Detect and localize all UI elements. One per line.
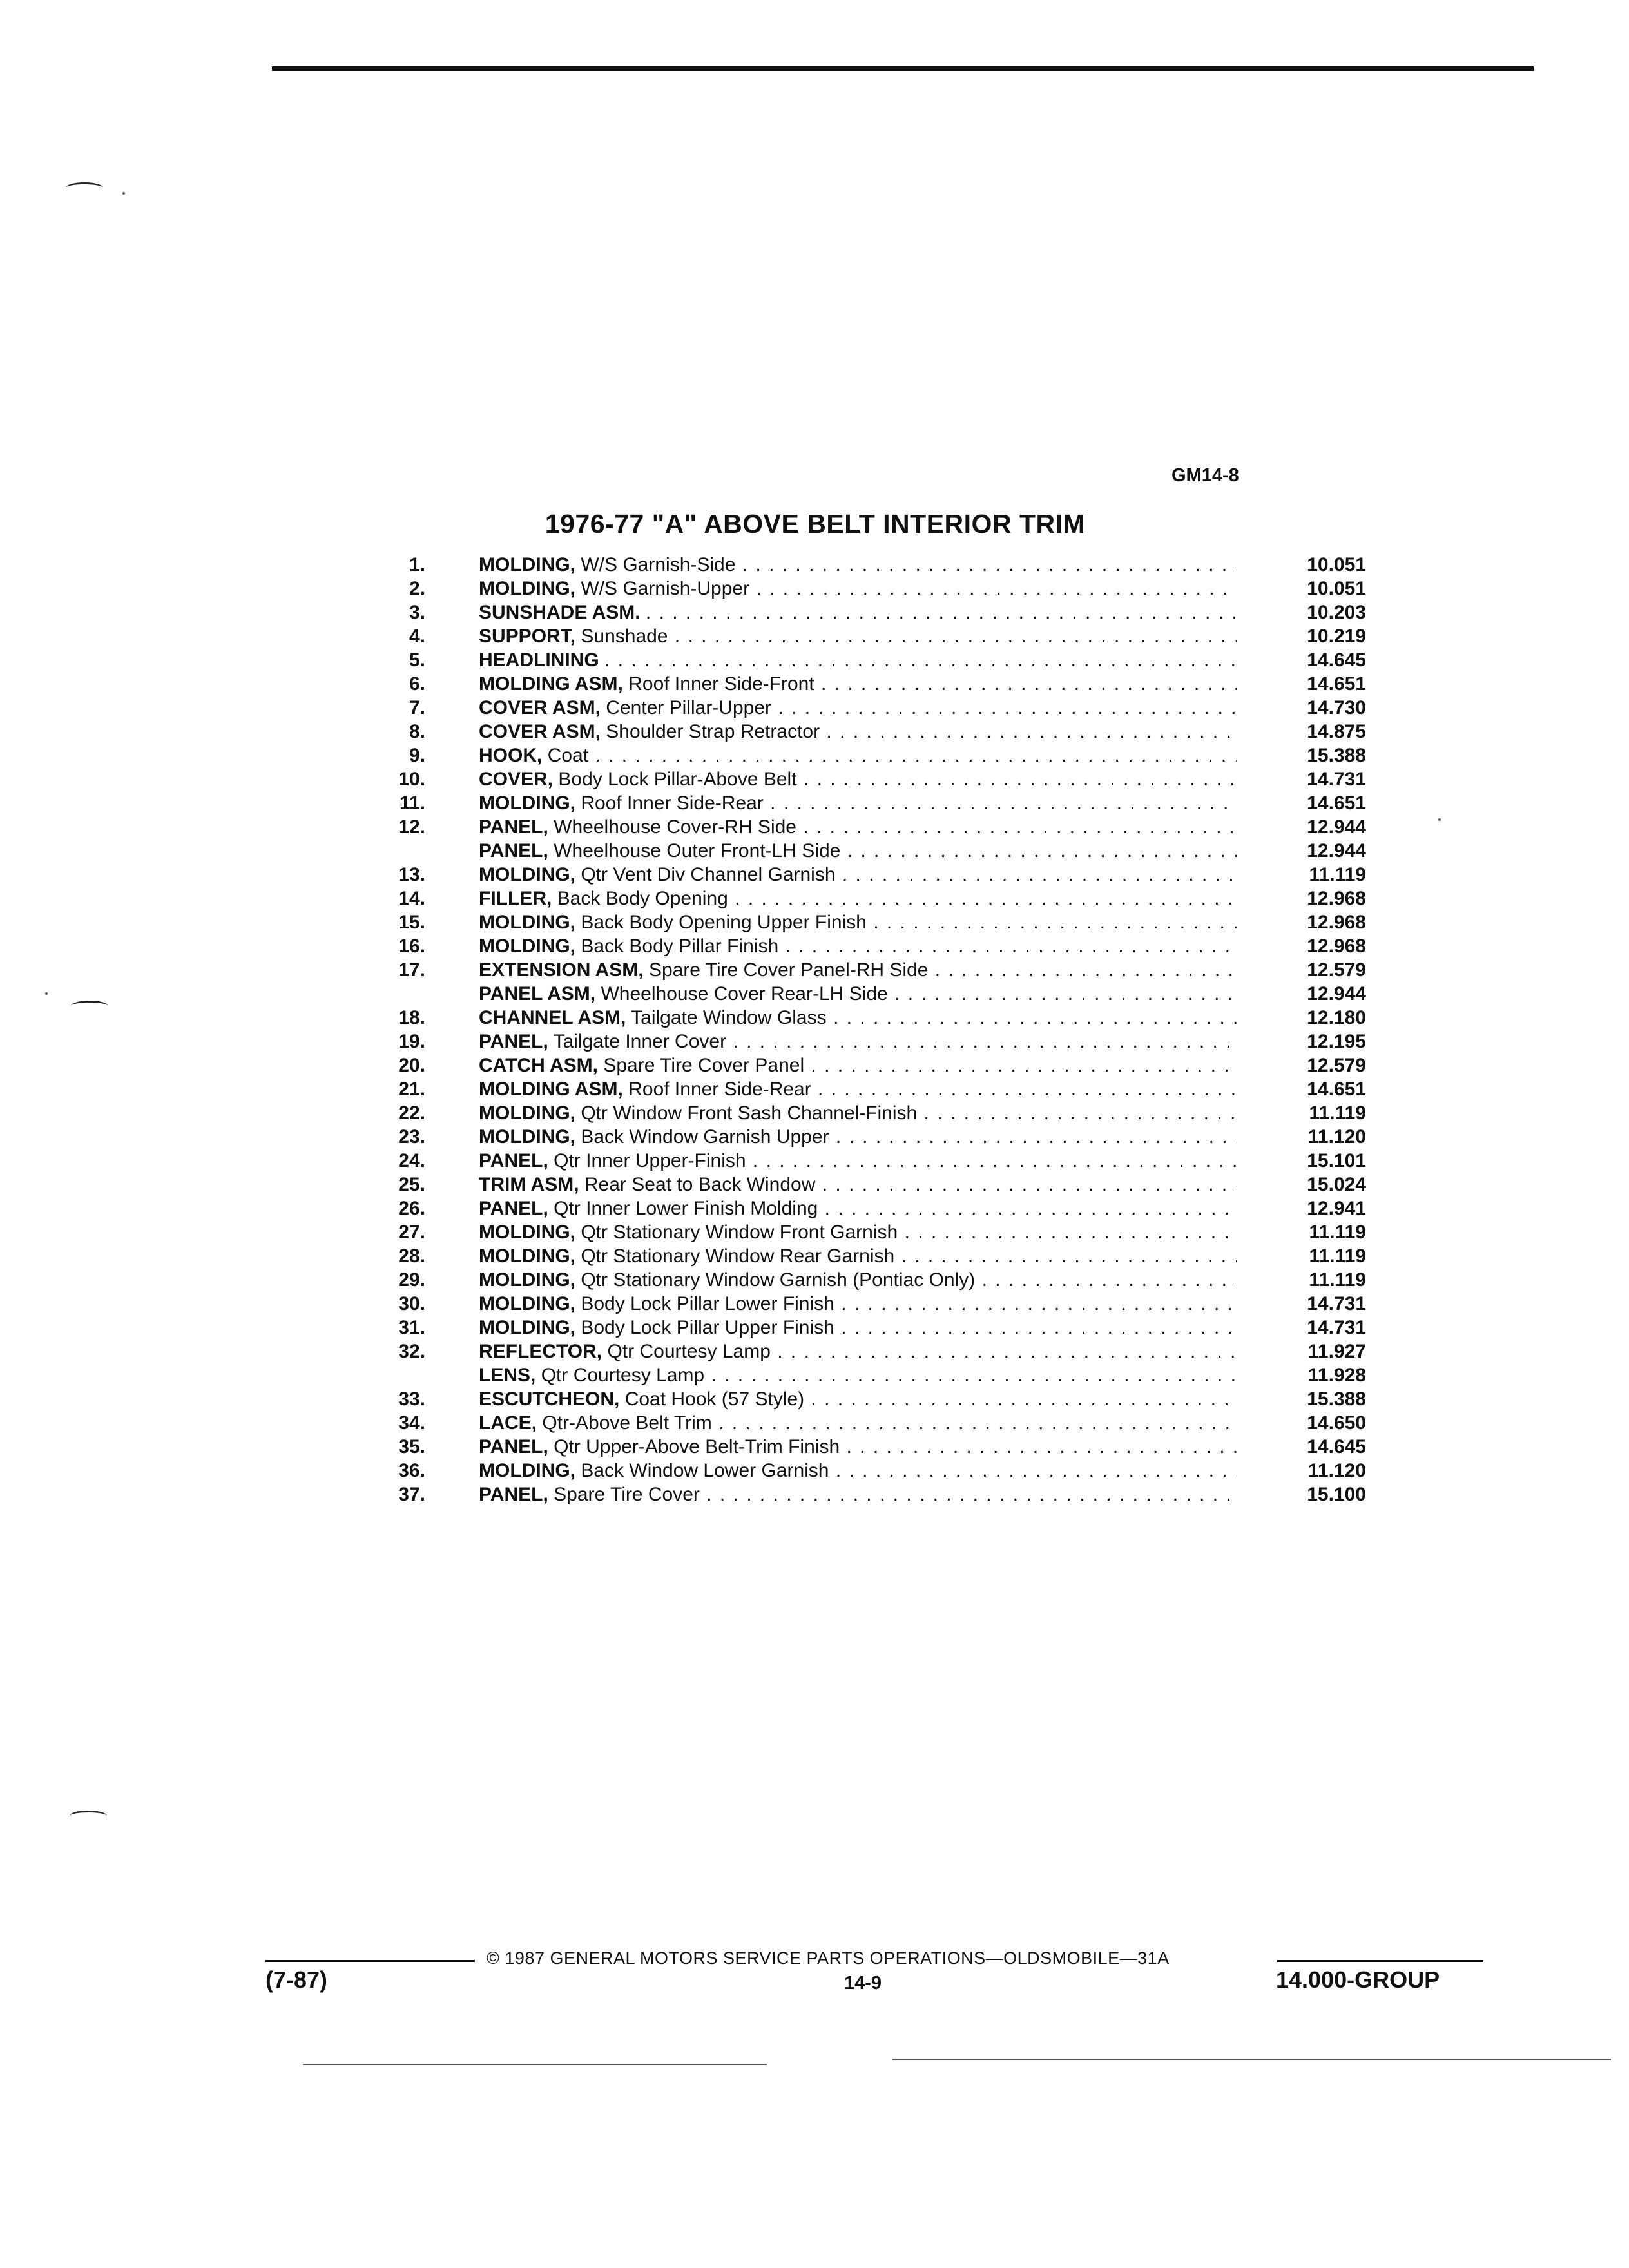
item-name: MOLDING, [479, 936, 575, 957]
item-name: MOLDING, [479, 1126, 575, 1148]
item-number: 33. [398, 1389, 425, 1410]
list-item [361, 553, 1379, 577]
item-name: MOLDING, [479, 1245, 575, 1267]
group-number: 15.100 [1237, 1483, 1366, 1506]
item-description [479, 672, 1252, 696]
group-number: 11.120 [1237, 1125, 1366, 1149]
item-name: PANEL, [479, 1436, 548, 1457]
item-name: FILLER, [479, 888, 552, 909]
item-number: 27. [398, 1222, 425, 1243]
group-number: 15.101 [1237, 1149, 1366, 1173]
item-description [479, 1268, 1252, 1292]
bottom-rule-right [892, 2059, 1611, 2060]
group-number: 14.731 [1237, 1316, 1366, 1340]
item-description [479, 1316, 1252, 1340]
list-item [361, 1411, 1379, 1435]
item-name: CHANNEL ASM, [479, 1007, 626, 1028]
item-number: 9. [409, 745, 425, 766]
item-number: 34. [398, 1412, 425, 1434]
item-name: PANEL ASM, [479, 983, 596, 1004]
item-name: PANEL, [479, 1484, 548, 1505]
item-description [479, 982, 1252, 1006]
item-description [479, 1387, 1252, 1411]
item-detail: Shoulder Strap Retractor [606, 721, 820, 742]
item-detail: Back Body Opening Upper Finish [581, 912, 867, 933]
group-number: 11.119 [1237, 1244, 1366, 1268]
list-item [361, 958, 1379, 982]
item-detail: Back Body Pillar Finish [581, 936, 779, 957]
item-description [479, 624, 1252, 648]
scan-speck [45, 992, 48, 995]
item-detail: Center Pillar-Upper [606, 697, 772, 718]
item-name: PANEL, [479, 1031, 548, 1052]
list-item [361, 624, 1379, 648]
group-number: 10.051 [1237, 577, 1366, 601]
item-detail: Spare Tire Cover [554, 1484, 700, 1505]
item-detail: Body Lock Pillar Lower Finish [581, 1293, 834, 1314]
item-detail: Wheelhouse Cover-RH Side [554, 816, 796, 838]
margin-mark [66, 182, 103, 193]
group-number: 10.051 [1237, 553, 1366, 577]
item-detail: Wheelhouse Outer Front-LH Side [554, 840, 841, 861]
list-item [361, 767, 1379, 791]
item-name: LENS, [479, 1365, 536, 1386]
group-number: 10.219 [1237, 624, 1366, 648]
group-number: 11.928 [1237, 1363, 1366, 1387]
margin-mark [70, 1811, 107, 1821]
item-number: 5. [409, 649, 425, 671]
group-number: 12.968 [1237, 910, 1366, 934]
item-name: MOLDING, [479, 793, 575, 814]
item-detail: Qtr-Above Belt Trim [542, 1412, 712, 1434]
group-number: 14.730 [1237, 696, 1366, 720]
item-description [479, 1196, 1252, 1220]
page-title: 1976-77 "A" ABOVE BELT INTERIOR TRIM [545, 509, 1086, 539]
group-number: 11.119 [1237, 1101, 1366, 1125]
group-number: 15.388 [1237, 744, 1366, 767]
list-item [361, 577, 1379, 601]
item-description [479, 1125, 1252, 1149]
item-name: MOLDING, [479, 1293, 575, 1314]
list-item [361, 1483, 1379, 1506]
item-number: 35. [398, 1436, 425, 1457]
item-detail: Coat Hook (57 Style) [624, 1389, 805, 1410]
item-name: LACE, [479, 1412, 537, 1434]
group-number: 14.731 [1237, 767, 1366, 791]
item-number: 24. [398, 1150, 425, 1171]
item-number: 15. [398, 912, 425, 933]
list-item [361, 1173, 1379, 1196]
item-description [479, 1101, 1252, 1125]
item-detail: Back Window Lower Garnish [581, 1460, 829, 1481]
item-description [479, 1173, 1252, 1196]
item-description [479, 791, 1252, 815]
item-name: COVER ASM, [479, 721, 601, 742]
item-detail: Qtr Stationary Window Garnish (Pontiac Only) [581, 1269, 976, 1291]
item-detail: Back Body Opening [557, 888, 728, 909]
item-detail: Tailgate Window Glass [631, 1007, 827, 1028]
group-number: 14.731 [1237, 1292, 1366, 1316]
list-item [361, 672, 1379, 696]
list-item [361, 1125, 1379, 1149]
group-number: 11.119 [1237, 1268, 1366, 1292]
page-number: 14-9 [844, 1973, 882, 1994]
item-description [479, 720, 1252, 744]
list-item [361, 1101, 1379, 1125]
footer-rule-left [265, 1960, 475, 1962]
list-item [361, 1244, 1379, 1268]
list-item [361, 1435, 1379, 1459]
item-number: 37. [398, 1484, 425, 1505]
item-description [479, 1077, 1252, 1101]
item-name: MOLDING, [479, 554, 575, 575]
item-name: MOLDING, [479, 1269, 575, 1291]
list-item [361, 982, 1379, 1006]
item-name: TRIM ASM, [479, 1174, 579, 1195]
item-detail: Roof Inner Side-Rear [628, 1079, 811, 1100]
list-item [361, 1030, 1379, 1053]
item-description [479, 910, 1252, 934]
item-number: 7. [409, 697, 425, 718]
group-number: 11.119 [1237, 863, 1366, 887]
item-name: HEADLINING [479, 649, 599, 671]
item-number: 23. [398, 1126, 425, 1148]
item-detail: Coat [547, 745, 589, 766]
group-number: 10.203 [1237, 601, 1366, 624]
list-item [361, 1292, 1379, 1316]
item-description [479, 577, 1252, 601]
item-name: MOLDING, [479, 864, 575, 885]
margin-mark [71, 1001, 108, 1012]
item-detail: Sunshade [581, 626, 668, 647]
item-number: 17. [398, 959, 425, 981]
item-name: PANEL, [479, 1198, 548, 1219]
item-description [479, 767, 1252, 791]
item-detail: Tailgate Inner Cover [553, 1031, 727, 1052]
list-item [361, 887, 1379, 910]
item-number: 16. [398, 936, 425, 957]
group-number: 12.944 [1237, 982, 1366, 1006]
item-name: HOOK, [479, 745, 543, 766]
footer-rule-right [1277, 1960, 1483, 1962]
item-number: 31. [398, 1317, 425, 1338]
item-description [479, 1053, 1252, 1077]
item-number: 30. [398, 1293, 425, 1314]
item-description [479, 1411, 1252, 1435]
item-detail: Qtr Courtesy Lamp [607, 1341, 771, 1362]
list-item [361, 648, 1379, 672]
item-detail: Qtr Courtesy Lamp [541, 1365, 705, 1386]
item-number: 11. [399, 793, 425, 814]
group-number: 12.968 [1237, 887, 1366, 910]
item-detail: Qtr Stationary Window Front Garnish [581, 1222, 898, 1243]
item-detail: Roof Inner Side-Front [628, 673, 815, 695]
item-number: 6. [409, 673, 425, 695]
item-description [479, 1244, 1252, 1268]
list-item [361, 1363, 1379, 1387]
group-number: 11.119 [1237, 1220, 1366, 1244]
list-item [361, 839, 1379, 863]
item-name: EXTENSION ASM, [479, 959, 644, 981]
group-number: 12.944 [1237, 839, 1366, 863]
item-name: PANEL, [479, 840, 548, 861]
item-description [479, 601, 1252, 624]
item-name: MOLDING, [479, 1222, 575, 1243]
group-number: 12.579 [1237, 958, 1366, 982]
group-number: 12.941 [1237, 1196, 1366, 1220]
item-description [479, 887, 1252, 910]
item-description [479, 1006, 1252, 1030]
group-number: 12.968 [1237, 934, 1366, 958]
item-detail: Roof Inner Side-Rear [581, 793, 764, 814]
item-name: MOLDING, [479, 912, 575, 933]
item-description [479, 934, 1252, 958]
group-number: 12.579 [1237, 1053, 1366, 1077]
item-number: 12. [398, 816, 425, 838]
item-name: MOLDING, [479, 578, 575, 599]
item-detail: Body Lock Pillar Upper Finish [581, 1317, 834, 1338]
item-detail: W/S Garnish-Side [581, 554, 736, 575]
item-description [479, 958, 1252, 982]
item-description [479, 1149, 1252, 1173]
item-description [479, 1459, 1252, 1483]
list-item [361, 791, 1379, 815]
item-number: 32. [398, 1341, 425, 1362]
item-number: 19. [398, 1031, 425, 1052]
item-description [479, 1292, 1252, 1316]
list-item [361, 1387, 1379, 1411]
item-name: SUNSHADE ASM. [479, 602, 641, 623]
item-number: 13. [398, 864, 425, 885]
list-item [361, 744, 1379, 767]
list-item [361, 1053, 1379, 1077]
item-detail: Qtr Window Front Sash Channel-Finish [581, 1102, 918, 1124]
group-number: 12.195 [1237, 1030, 1366, 1053]
item-description [479, 1030, 1252, 1053]
item-detail: Wheelhouse Cover Rear-LH Side [601, 983, 888, 1004]
group-number: 14.651 [1237, 1077, 1366, 1101]
group-number: 14.645 [1237, 1435, 1366, 1459]
item-detail: Qtr Inner Upper-Finish [554, 1150, 746, 1171]
item-number: 4. [409, 626, 425, 647]
list-item [361, 1316, 1379, 1340]
item-detail: Spare Tire Cover Panel [603, 1055, 805, 1076]
item-description [479, 648, 1252, 672]
section-code: GM14-8 [1171, 465, 1239, 486]
item-description [479, 815, 1252, 839]
item-number: 10. [398, 769, 425, 790]
list-item [361, 863, 1379, 887]
list-item [361, 1268, 1379, 1292]
group-number: 12.180 [1237, 1006, 1366, 1030]
top-rule [272, 66, 1534, 71]
group-number: 14.645 [1237, 648, 1366, 672]
list-item [361, 696, 1379, 720]
item-number: 14. [398, 888, 425, 909]
item-description [479, 553, 1252, 577]
list-item [361, 1459, 1379, 1483]
item-detail: Qtr Upper-Above Belt-Trim Finish [554, 1436, 840, 1457]
item-detail: Qtr Vent Div Channel Garnish [581, 864, 836, 885]
item-name: CATCH ASM, [479, 1055, 598, 1076]
group-number: 14.875 [1237, 720, 1366, 744]
group-number: 15.388 [1237, 1387, 1366, 1411]
item-name: COVER ASM, [479, 697, 601, 718]
item-description [479, 696, 1252, 720]
item-description [479, 839, 1252, 863]
list-item [361, 1006, 1379, 1030]
item-name: COVER, [479, 769, 554, 790]
item-number: 18. [398, 1007, 425, 1028]
group-number: 14.651 [1237, 791, 1366, 815]
item-number: 22. [398, 1102, 425, 1124]
item-name: MOLDING, [479, 1317, 575, 1338]
group-number: 15.024 [1237, 1173, 1366, 1196]
item-number: 1. [409, 554, 425, 575]
bottom-rule-left [303, 2064, 767, 2065]
item-number: 36. [398, 1460, 425, 1481]
item-name: PANEL, [479, 1150, 548, 1171]
group-label: 14.000-GROUP [1276, 1966, 1440, 1993]
list-item [361, 1196, 1379, 1220]
item-number: 25. [398, 1174, 425, 1195]
item-number: 2. [409, 578, 425, 599]
item-name: MOLDING, [479, 1460, 575, 1481]
item-detail: Qtr Stationary Window Rear Garnish [581, 1245, 895, 1267]
item-name: ESCUTCHEON, [479, 1389, 620, 1410]
item-number: 8. [409, 721, 425, 742]
group-number: 14.650 [1237, 1411, 1366, 1435]
item-number: 20. [398, 1055, 425, 1076]
group-number: 11.120 [1237, 1459, 1366, 1483]
item-number: 29. [398, 1269, 425, 1291]
parts-list [361, 553, 1379, 1506]
scan-speck [1438, 818, 1441, 821]
item-detail: Qtr Inner Lower Finish Molding [554, 1198, 818, 1219]
revision-date: (7-87) [265, 1966, 328, 1993]
item-description [479, 1220, 1252, 1244]
item-detail: Spare Tire Cover Panel-RH Side [648, 959, 929, 981]
list-item [361, 815, 1379, 839]
item-name: MOLDING, [479, 1102, 575, 1124]
item-name: PANEL, [479, 816, 548, 838]
item-number: 26. [398, 1198, 425, 1219]
item-name: MOLDING ASM, [479, 1079, 623, 1100]
item-detail: W/S Garnish-Upper [581, 578, 750, 599]
list-item [361, 1149, 1379, 1173]
item-description [479, 744, 1252, 767]
copyright-line: © 1987 GENERAL MOTORS SERVICE PARTS OPERATIONS—OLDSMOBILE—31A [487, 1948, 1170, 1968]
item-number: 21. [398, 1079, 425, 1100]
list-item [361, 934, 1379, 958]
item-description [479, 863, 1252, 887]
item-detail: Body Lock Pillar-Above Belt [558, 769, 797, 790]
list-item [361, 1220, 1379, 1244]
item-description [479, 1340, 1252, 1363]
scan-speck [122, 192, 125, 195]
item-name: MOLDING ASM, [479, 673, 623, 695]
list-item [361, 1077, 1379, 1101]
item-detail: Back Window Garnish Upper [581, 1126, 829, 1148]
list-item [361, 601, 1379, 624]
item-number: 3. [409, 602, 425, 623]
list-item [361, 910, 1379, 934]
item-description [479, 1483, 1252, 1506]
item-description [479, 1363, 1252, 1387]
item-description [479, 1435, 1252, 1459]
group-number: 12.944 [1237, 815, 1366, 839]
item-number: 28. [398, 1245, 425, 1267]
group-number: 11.927 [1237, 1340, 1366, 1363]
list-item [361, 1340, 1379, 1363]
item-detail: Rear Seat to Back Window [584, 1174, 816, 1195]
item-name: REFLECTOR, [479, 1341, 602, 1362]
group-number: 14.651 [1237, 672, 1366, 696]
list-item [361, 720, 1379, 744]
item-name: SUPPORT, [479, 626, 576, 647]
